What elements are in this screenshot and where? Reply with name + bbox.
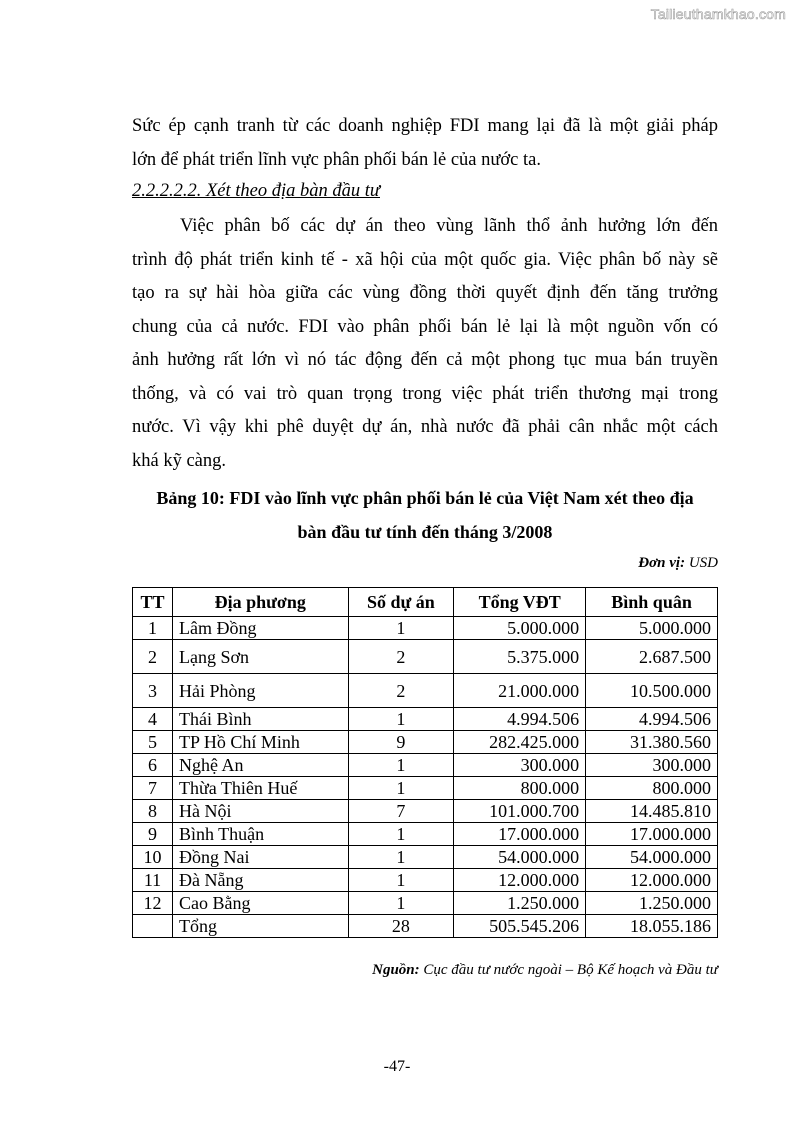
cell-tt: 9 xyxy=(133,823,173,846)
table-row xyxy=(133,617,718,640)
cell-average: 5.000.000 xyxy=(586,617,718,640)
page-number: -47- xyxy=(383,1058,411,1075)
cell-average: 14.485.810 xyxy=(586,800,718,823)
cell-total-investment: 505.545.206 xyxy=(454,915,586,938)
cell-locality: TP Hồ Chí Minh xyxy=(172,731,348,754)
cell-total-investment: 54.000.000 xyxy=(454,846,586,869)
cell-average: 18.055.186 xyxy=(586,915,718,938)
body-line: chung của cả nước. FDI vào phân phối bán lẻ lại là một nguồn vốn có xyxy=(132,316,718,337)
cell-total-investment: 282.425.000 xyxy=(454,731,586,754)
cell-tt: 5 xyxy=(133,731,173,754)
cell-average: 54.000.000 xyxy=(586,846,718,869)
cell-projects: 2 xyxy=(348,674,454,708)
cell-tt: 2 xyxy=(133,640,173,674)
cell-tt: 11 xyxy=(133,869,173,892)
cell-projects: 1 xyxy=(348,617,454,640)
cell-average: 12.000.000 xyxy=(586,869,718,892)
cell-locality: Lâm Đồng xyxy=(172,617,348,640)
table-row xyxy=(133,869,718,892)
cell-projects: 28 xyxy=(348,915,454,938)
cell-projects: 1 xyxy=(348,823,454,846)
table-row xyxy=(133,708,718,731)
table-row xyxy=(133,800,718,823)
cell-tt: 7 xyxy=(133,777,173,800)
intro-paragraph xyxy=(132,110,718,177)
body-line: nước. Vì vậy khi phê duyệt dự án, nhà nước đã phải cân nhắc một cách xyxy=(132,417,718,437)
body-paragraph xyxy=(132,210,718,478)
header-tt: TT xyxy=(133,588,173,617)
body-line: tạo ra sự hài hòa giữa các vùng đồng thời quyết định đến tăng trưởng xyxy=(132,283,718,303)
section-heading: 2.2.2.2.2. Xét theo địa bàn đầu tư xyxy=(132,181,380,201)
cell-average: 31.380.560 xyxy=(586,731,718,754)
table-caption xyxy=(132,481,718,549)
cell-average: 17.000.000 xyxy=(586,823,718,846)
table-caption-line2: bàn đầu tư tính đến tháng 3/2008 xyxy=(297,522,553,542)
cell-total-investment: 5.000.000 xyxy=(454,617,586,640)
cell-total-investment: 4.994.506 xyxy=(454,708,586,731)
cell-tt xyxy=(133,915,173,938)
cell-average: 1.250.000 xyxy=(586,892,718,915)
table-row xyxy=(133,915,718,938)
cell-tt: 12 xyxy=(133,892,173,915)
cell-total-investment: 21.000.000 xyxy=(454,674,586,708)
source-value: Cục đầu tư nước ngoài – Bộ Kế hoạch và Đầu tư xyxy=(423,962,718,978)
unit-value: USD xyxy=(688,555,718,571)
cell-locality: Tổng xyxy=(172,915,348,938)
intro-line: Sức ép cạnh tranh từ các doanh nghiệp FDI mang lại đã là một giải pháp xyxy=(132,116,718,136)
header-projects: Số dự án xyxy=(348,588,454,617)
cell-average: 4.994.506 xyxy=(586,708,718,731)
cell-tt: 3 xyxy=(133,674,173,708)
cell-projects: 1 xyxy=(348,869,454,892)
cell-total-investment: 12.000.000 xyxy=(454,869,586,892)
cell-projects: 7 xyxy=(348,800,454,823)
body-line: thống, và có vai trò quan trọng trong việc phát triển thương mại trong xyxy=(132,383,718,404)
cell-total-investment: 800.000 xyxy=(454,777,586,800)
body-line: Việc phân bố các dự án theo vùng lãnh thổ ảnh hưởng lớn đến xyxy=(180,216,718,236)
cell-locality: Thừa Thiên Huế xyxy=(172,777,348,800)
cell-average: 300.000 xyxy=(586,754,718,777)
cell-locality: Thái Bình xyxy=(172,708,348,731)
table-caption-line1: Bảng 10: FDI vào lĩnh vực phân phối bán lẻ của Việt Nam xét theo địa xyxy=(156,488,694,508)
body-line: khá kỹ càng. xyxy=(132,450,227,471)
table-row xyxy=(133,640,718,674)
unit-label: Đơn vị: xyxy=(638,555,686,571)
cell-tt: 10 xyxy=(133,846,173,869)
cell-tt: 4 xyxy=(133,708,173,731)
cell-projects: 1 xyxy=(348,892,454,915)
cell-locality: Hà Nội xyxy=(172,800,348,823)
cell-projects: 1 xyxy=(348,846,454,869)
cell-total-investment: 1.250.000 xyxy=(454,892,586,915)
cell-projects: 9 xyxy=(348,731,454,754)
table-row xyxy=(133,674,718,708)
header-locality: Địa phương xyxy=(172,588,348,617)
body-line: trình độ phát triển kinh tế - xã hội của một quốc gia. Việc phân bố này sẽ xyxy=(132,249,718,270)
cell-locality: Đà Nẵng xyxy=(172,869,348,892)
cell-total-investment: 101.000.700 xyxy=(454,800,586,823)
cell-projects: 1 xyxy=(348,708,454,731)
cell-average: 2.687.500 xyxy=(586,640,718,674)
table-row xyxy=(133,846,718,869)
intro-line: lớn để phát triển lĩnh vực phân phối bán lẻ của nước ta. xyxy=(132,149,541,170)
table-row xyxy=(133,731,718,754)
cell-tt: 8 xyxy=(133,800,173,823)
cell-total-investment: 300.000 xyxy=(454,754,586,777)
cell-locality: Hải Phòng xyxy=(172,674,348,708)
cell-average: 800.000 xyxy=(586,777,718,800)
cell-locality: Lạng Sơn xyxy=(172,640,348,674)
table-row xyxy=(133,823,718,846)
unit-note xyxy=(638,555,718,572)
body-line: ảnh hưởng rất lớn vì nó tác động đến cả một phong tục mua bán truyền xyxy=(132,350,718,370)
header-average: Bình quân xyxy=(586,588,718,617)
cell-projects: 1 xyxy=(348,754,454,777)
table-row xyxy=(133,892,718,915)
source-note xyxy=(372,962,718,979)
table-header-row xyxy=(133,588,718,617)
source-label: Nguồn: xyxy=(372,962,420,978)
cell-locality: Nghệ An xyxy=(172,754,348,777)
fdi-table xyxy=(132,587,718,938)
cell-average: 10.500.000 xyxy=(586,674,718,708)
cell-projects: 1 xyxy=(348,777,454,800)
cell-tt: 6 xyxy=(133,754,173,777)
cell-total-investment: 17.000.000 xyxy=(454,823,586,846)
cell-locality: Cao Bằng xyxy=(172,892,348,915)
header-total-investment: Tổng VĐT xyxy=(454,588,586,617)
cell-total-investment: 5.375.000 xyxy=(454,640,586,674)
cell-tt: 1 xyxy=(133,617,173,640)
table-row xyxy=(133,754,718,777)
watermark-text: Tailieuthamkhao.com xyxy=(650,6,786,22)
cell-locality: Đồng Nai xyxy=(172,846,348,869)
cell-projects: 2 xyxy=(348,640,454,674)
cell-locality: Bình Thuận xyxy=(172,823,348,846)
table-row xyxy=(133,777,718,800)
